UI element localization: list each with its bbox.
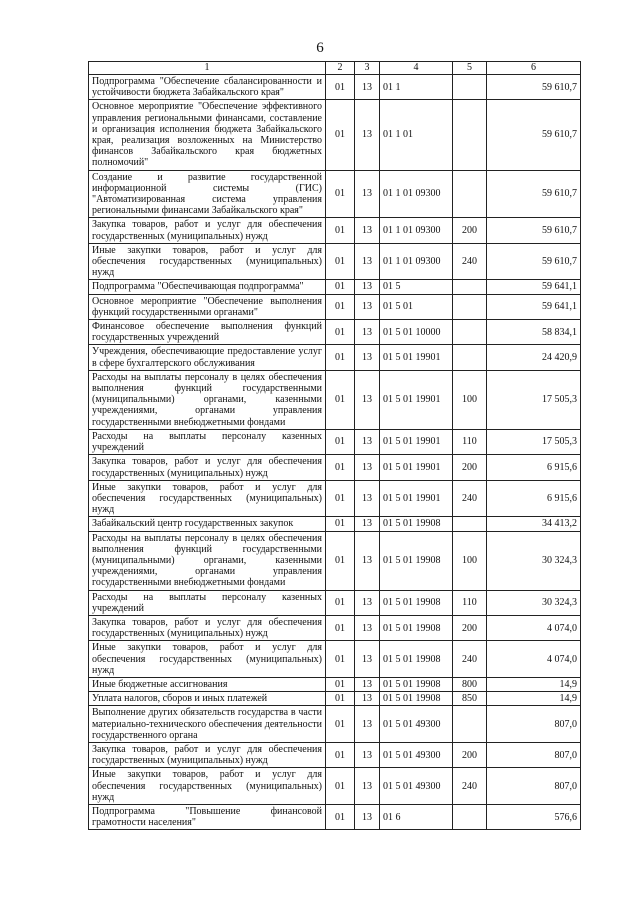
table-row (89, 294, 581, 319)
row-name-cell: Подпрограмма "Повышение финансовой грамотности населения" (89, 804, 326, 829)
row-col2-cell: 01 (326, 531, 355, 590)
row-col3-cell: 13 (355, 768, 380, 805)
table-row (89, 243, 581, 280)
header-col-3: 3 (355, 62, 380, 75)
row-col5-cell (453, 804, 487, 829)
row-name-cell: Иные закупки товаров, работ и услуг для обеспечения государственных (муниципальных) нужд (89, 480, 326, 517)
row-sum-cell: 59 641,1 (487, 294, 581, 319)
table-row (89, 742, 581, 767)
row-name-cell: Основное мероприятие "Обеспечение эффективного управления региональными финансами, составление и организация исполнения бюджета Забайкальского края, реализация возложенных на Министерство финансов Забайкальского края бюджетных полномочий" (89, 100, 326, 170)
row-col2-cell: 01 (326, 692, 355, 706)
row-col2-cell: 01 (326, 742, 355, 767)
row-col5-cell: 240 (453, 641, 487, 678)
row-sum-cell: 4 074,0 (487, 641, 581, 678)
table-row (89, 280, 581, 294)
row-code-cell: 01 5 01 19908 (380, 677, 453, 691)
row-name-cell: Иные закупки товаров, работ и услуг для обеспечения государственных (муниципальных) нужд (89, 641, 326, 678)
row-col3-cell: 13 (355, 804, 380, 829)
row-col3-cell: 13 (355, 677, 380, 691)
row-code-cell: 01 6 (380, 804, 453, 829)
row-col3-cell: 13 (355, 370, 380, 429)
table-row (89, 804, 581, 829)
row-code-cell: 01 5 01 19901 (380, 370, 453, 429)
row-col3-cell: 13 (355, 590, 380, 615)
row-name-cell: Расходы на выплаты персоналу в целях обеспечения выполнения функций государственными (муниципальными) органами, казенными учреждениями, органами управления государственными внебюджетными фондами (89, 370, 326, 429)
row-code-cell: 01 5 01 19908 (380, 692, 453, 706)
row-sum-cell: 58 834,1 (487, 320, 581, 345)
row-name-cell: Закупка товаров, работ и услуг для обеспечения государственных (муниципальных) нужд (89, 742, 326, 767)
row-col3-cell: 13 (355, 531, 380, 590)
row-name-cell: Учреждения, обеспечивающие предоставление услуг в сфере бухгалтерского обслуживания (89, 345, 326, 370)
row-code-cell: 01 1 01 09300 (380, 243, 453, 280)
row-col2-cell: 01 (326, 641, 355, 678)
row-sum-cell: 6 915,6 (487, 455, 581, 480)
row-col2-cell: 01 (326, 75, 355, 100)
row-sum-cell: 14,9 (487, 692, 581, 706)
row-col5-cell (453, 345, 487, 370)
row-sum-cell: 59 641,1 (487, 280, 581, 294)
row-col5-cell: 100 (453, 531, 487, 590)
row-code-cell: 01 5 01 49300 (380, 706, 453, 743)
row-sum-cell: 17 505,3 (487, 370, 581, 429)
row-col3-cell: 13 (355, 345, 380, 370)
row-col2-cell: 01 (326, 320, 355, 345)
row-col5-cell (453, 706, 487, 743)
row-sum-cell: 807,0 (487, 706, 581, 743)
row-name-cell: Забайкальский центр государственных закупок (89, 517, 326, 531)
row-name-cell: Расходы на выплаты персоналу казенных учреждений (89, 590, 326, 615)
table-row (89, 615, 581, 640)
header-col-2: 2 (326, 62, 355, 75)
row-name-cell: Финансовое обеспечение выполнения функций государственных учреждений (89, 320, 326, 345)
row-col5-cell: 110 (453, 429, 487, 454)
table-row (89, 531, 581, 590)
table-row (89, 429, 581, 454)
row-col2-cell: 01 (326, 243, 355, 280)
table-row (89, 517, 581, 531)
row-code-cell: 01 5 01 19908 (380, 517, 453, 531)
row-col5-cell: 200 (453, 455, 487, 480)
row-code-cell: 01 5 (380, 280, 453, 294)
row-name-cell: Закупка товаров, работ и услуг для обеспечения государственных (муниципальных) нужд (89, 615, 326, 640)
row-name-cell: Расходы на выплаты персоналу в целях обеспечения выполнения функций государственными (муниципальными) органами, казенными учреждениями, органами управления государственными внебюджетными фондами (89, 531, 326, 590)
row-col2-cell: 01 (326, 590, 355, 615)
row-col2-cell: 01 (326, 170, 355, 218)
row-sum-cell: 807,0 (487, 768, 581, 805)
row-col2-cell: 01 (326, 280, 355, 294)
row-col5-cell: 850 (453, 692, 487, 706)
header-col-1: 1 (89, 62, 326, 75)
row-col2-cell: 01 (326, 429, 355, 454)
row-sum-cell: 59 610,7 (487, 243, 581, 280)
row-col5-cell: 200 (453, 615, 487, 640)
row-col3-cell: 13 (355, 243, 380, 280)
table-row (89, 100, 581, 170)
row-sum-cell: 59 610,7 (487, 100, 581, 170)
row-code-cell: 01 5 01 (380, 294, 453, 319)
table-row (89, 480, 581, 517)
header-col-4: 4 (380, 62, 453, 75)
row-col3-cell: 13 (355, 100, 380, 170)
row-code-cell: 01 5 01 19901 (380, 345, 453, 370)
row-name-cell: Иные бюджетные ассигнования (89, 677, 326, 691)
row-sum-cell: 807,0 (487, 742, 581, 767)
row-code-cell: 01 5 01 19908 (380, 641, 453, 678)
row-col3-cell: 13 (355, 742, 380, 767)
row-sum-cell: 6 915,6 (487, 480, 581, 517)
row-sum-cell: 30 324,3 (487, 590, 581, 615)
row-col2-cell: 01 (326, 218, 355, 243)
row-name-cell: Уплата налогов, сборов и иных платежей (89, 692, 326, 706)
row-col5-cell: 800 (453, 677, 487, 691)
row-code-cell: 01 5 01 19908 (380, 590, 453, 615)
row-name-cell: Закупка товаров, работ и услуг для обеспечения государственных (муниципальных) нужд (89, 218, 326, 243)
row-col2-cell: 01 (326, 706, 355, 743)
row-name-cell: Иные закупки товаров, работ и услуг для обеспечения государственных (муниципальных) нужд (89, 768, 326, 805)
table-row (89, 590, 581, 615)
table-header-row (89, 62, 581, 75)
table-body (89, 75, 581, 830)
row-col3-cell: 13 (355, 641, 380, 678)
row-sum-cell: 576,6 (487, 804, 581, 829)
row-sum-cell: 17 505,3 (487, 429, 581, 454)
row-code-cell: 01 1 01 (380, 100, 453, 170)
row-code-cell: 01 5 01 19901 (380, 480, 453, 517)
row-col5-cell (453, 170, 487, 218)
row-col2-cell: 01 (326, 100, 355, 170)
row-code-cell: 01 5 01 19908 (380, 531, 453, 590)
table-row (89, 641, 581, 678)
row-sum-cell: 30 324,3 (487, 531, 581, 590)
row-code-cell: 01 1 (380, 75, 453, 100)
row-col3-cell: 13 (355, 706, 380, 743)
table-row (89, 170, 581, 218)
row-col2-cell: 01 (326, 804, 355, 829)
row-col3-cell: 13 (355, 429, 380, 454)
table-row (89, 455, 581, 480)
row-sum-cell: 14,9 (487, 677, 581, 691)
row-col5-cell: 200 (453, 218, 487, 243)
row-col5-cell: 240 (453, 768, 487, 805)
header-col-6: 6 (487, 62, 581, 75)
row-col2-cell: 01 (326, 455, 355, 480)
row-sum-cell: 59 610,7 (487, 218, 581, 243)
row-col2-cell: 01 (326, 480, 355, 517)
row-sum-cell: 4 074,0 (487, 615, 581, 640)
table-row (89, 345, 581, 370)
row-code-cell: 01 1 01 09300 (380, 218, 453, 243)
header-col-5: 5 (453, 62, 487, 75)
row-col2-cell: 01 (326, 517, 355, 531)
row-col3-cell: 13 (355, 280, 380, 294)
table-row (89, 706, 581, 743)
row-name-cell: Выполнение других обязательств государства в части материально-технического обеспечения деятельности государственного органа (89, 706, 326, 743)
row-col5-cell: 200 (453, 742, 487, 767)
table-row (89, 218, 581, 243)
row-col3-cell: 13 (355, 615, 380, 640)
row-col3-cell: 13 (355, 218, 380, 243)
table-row (89, 75, 581, 100)
row-code-cell: 01 5 01 49300 (380, 768, 453, 805)
row-col3-cell: 13 (355, 320, 380, 345)
row-col5-cell (453, 517, 487, 531)
row-col3-cell: 13 (355, 517, 380, 531)
budget-table (88, 61, 581, 830)
row-col2-cell: 01 (326, 768, 355, 805)
table-row (89, 692, 581, 706)
row-col5-cell (453, 294, 487, 319)
row-name-cell: Расходы на выплаты персоналу казенных учреждений (89, 429, 326, 454)
table-row (89, 768, 581, 805)
row-sum-cell: 24 420,9 (487, 345, 581, 370)
row-name-cell: Создание и развитие государственной информационной системы (ГИС) "Автоматизированная система управления региональными финансами Забайкальского края" (89, 170, 326, 218)
row-col3-cell: 13 (355, 75, 380, 100)
row-col5-cell: 100 (453, 370, 487, 429)
row-col5-cell (453, 75, 487, 100)
row-sum-cell: 59 610,7 (487, 170, 581, 218)
row-name-cell: Подпрограмма "Обеспечение сбалансированности и устойчивости бюджета Забайкальского края" (89, 75, 326, 100)
row-col2-cell: 01 (326, 615, 355, 640)
row-code-cell: 01 5 01 19901 (380, 455, 453, 480)
row-col5-cell (453, 320, 487, 345)
row-col2-cell: 01 (326, 345, 355, 370)
row-col2-cell: 01 (326, 294, 355, 319)
table-row (89, 370, 581, 429)
row-col3-cell: 13 (355, 480, 380, 517)
row-name-cell: Подпрограмма "Обеспечивающая подпрограмма" (89, 280, 326, 294)
table-row (89, 320, 581, 345)
row-col5-cell: 110 (453, 590, 487, 615)
row-col5-cell (453, 280, 487, 294)
row-name-cell: Иные закупки товаров, работ и услуг для обеспечения государственных (муниципальных) нужд (89, 243, 326, 280)
row-col5-cell: 240 (453, 243, 487, 280)
row-sum-cell: 34 413,2 (487, 517, 581, 531)
row-sum-cell: 59 610,7 (487, 75, 581, 100)
row-name-cell: Основное мероприятие "Обеспечение выполнения функций государственными органами" (89, 294, 326, 319)
row-col3-cell: 13 (355, 170, 380, 218)
row-code-cell: 01 5 01 19908 (380, 615, 453, 640)
row-code-cell: 01 5 01 19901 (380, 429, 453, 454)
row-code-cell: 01 1 01 09300 (380, 170, 453, 218)
row-col3-cell: 13 (355, 455, 380, 480)
row-col2-cell: 01 (326, 370, 355, 429)
row-col2-cell: 01 (326, 677, 355, 691)
row-col5-cell (453, 100, 487, 170)
row-name-cell: Закупка товаров, работ и услуг для обеспечения государственных (муниципальных) нужд (89, 455, 326, 480)
row-code-cell: 01 5 01 10000 (380, 320, 453, 345)
row-col5-cell: 240 (453, 480, 487, 517)
row-code-cell: 01 5 01 49300 (380, 742, 453, 767)
row-col3-cell: 13 (355, 692, 380, 706)
page-number: 6 (316, 40, 324, 56)
row-col3-cell: 13 (355, 294, 380, 319)
table-row (89, 677, 581, 691)
